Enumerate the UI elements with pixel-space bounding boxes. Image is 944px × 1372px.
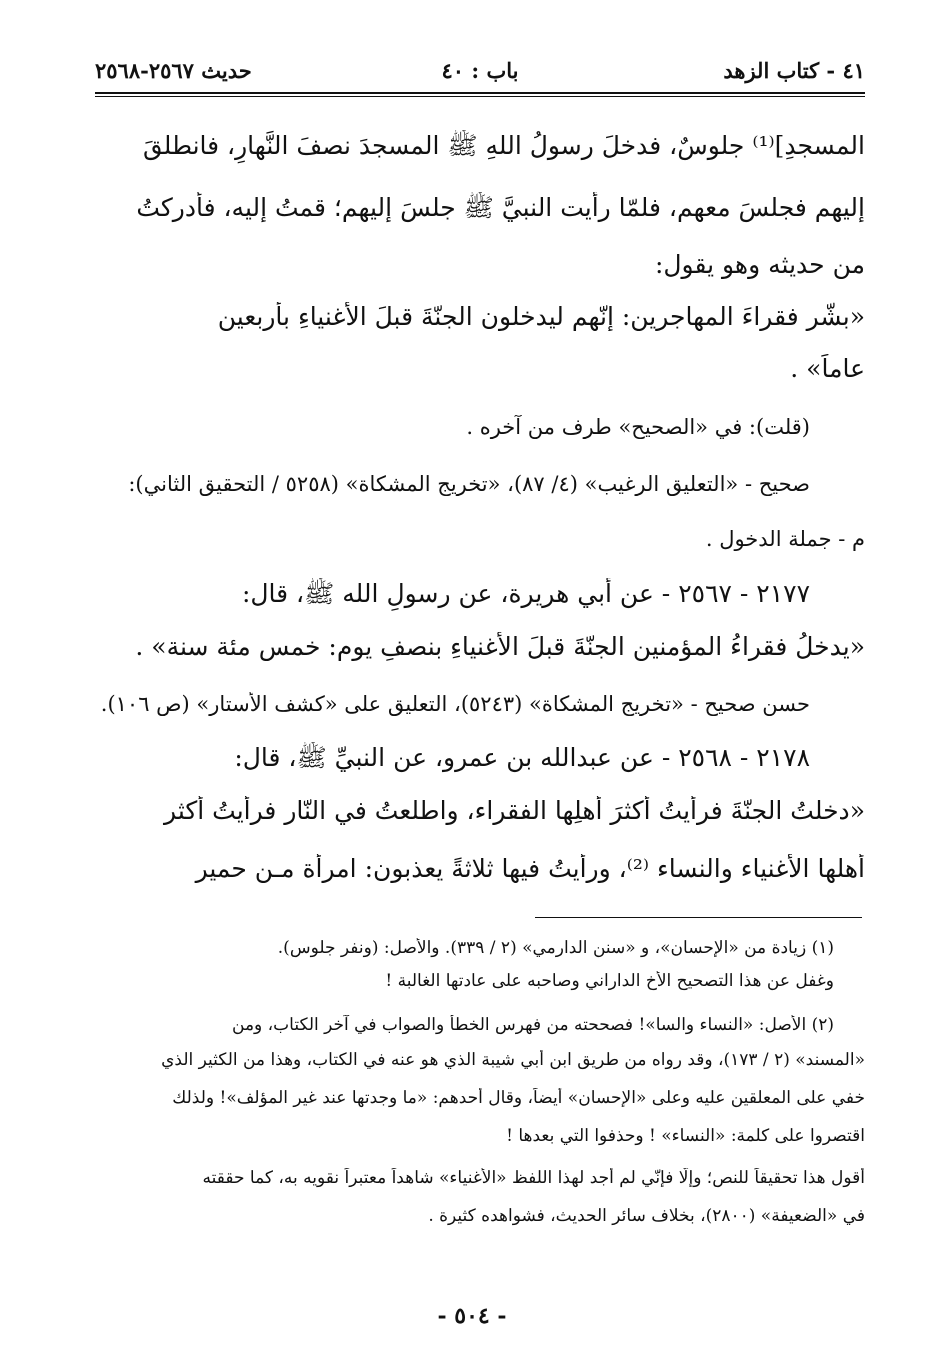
text-line: إليهم فجلسَ معهم، فلمّا رأيت النبيَّ ﷺ جلسَ إليهم؛ قمتُ إليه، فأدركتُ [136, 193, 865, 222]
text-line: من حديثه وهو يقول: [654, 250, 865, 279]
footnote-line: (١) زيادة من «الإحسان»، و «سنن الدارمي» (٢ / ٣٣٩). والأصل: (ونفر جلوس). [277, 938, 834, 958]
page-number: - ٥٠٤ - [437, 1303, 507, 1329]
text-line: عاماً» . [790, 354, 865, 383]
text-line: (قلت): في «الصحيح» طرف من آخره . [466, 415, 810, 439]
footnote-line: «المسند» (٢ / ١٧٣)، وقد رواه من طريق ابن أبي شيبة الذي هو عنه في الكتاب، وهذا من الكثير الذي [161, 1050, 865, 1070]
hadith-range: حديث ٢٥٦٧-٢٥٦٨ [95, 58, 252, 83]
text-line: ٢١٧٨ - ٢٥٦٨ - عن عبدالله بن عمرو، عن النبيِّ ﷺ، قال: [234, 743, 810, 772]
section-title: باب : ٤٠ [441, 58, 519, 83]
text-line: «يدخلُ فقراءُ المؤمنين الجنّةَ قبلَ الأغنياءِ بنصفِ يوم: خمس مئة سنة» . [135, 632, 865, 661]
running-header [95, 52, 865, 92]
text-line: صحيح - «التعليق الرغيب» (٤/ ٨٧)، «تخريج المشكاة» (٥٢٥٨ / التحقيق الثاني): [128, 472, 810, 496]
text-line: ٢١٧٧ - ٢٥٦٧ - عن أبي هريرة، عن رسولِ الله ﷺ، قال: [241, 579, 810, 608]
text-line: حسن صحيح - «تخريج المشكاة» (٥٢٤٣)، التعليق على «كشف الأستار» (ص ١٠٦). [100, 692, 810, 716]
text-line: المسجدِ]⁽¹⁾ جلوسٌ، فدخلَ رسولُ اللهِ ﷺ المسجدَ نصفَ النَّهارِ، فانطلقَ [142, 131, 865, 160]
header-rule-thin [95, 96, 865, 97]
text-line: «بشّر فقراءَ المهاجرين: إنّهم ليدخلون الجنّةَ قبلَ الأغنياءِ بأربعين [217, 302, 865, 331]
text-line: م - جملة الدخول . [705, 527, 865, 551]
footnote-line: خفي على المعلقين عليه وعلى «الإحسان» أيضاً، وقال أحدهم: «ما وجدتها عند غير المؤلف»! ولذلك [172, 1088, 865, 1108]
footnote-line: أقول هذا تحقيقاً للنص؛ وإلّا فإنّي لم أجد لهذا اللفظ «الأغنياء» شاهداً معتبراً نقويه به، كما حققته [202, 1168, 865, 1188]
text-line: «دخلتُ الجنّةَ فرأيتُ أكثرَ أهلِها الفقراء، واطلعتُ في النّارِ فرأيتُ أكثر [164, 796, 865, 825]
footnote-line: اقتصروا على كلمة: «النساء» ! وحذفوا التي بعدها ! [506, 1126, 865, 1146]
footnote-line: وغفل عن هذا التصحيح الأخ الداراني وصاحبه على عادتها الغالبة ! [385, 971, 834, 991]
chapter-title: ٤١ - كتاب الزهد [723, 58, 865, 83]
text-line: أهلها الأغنياء والنساء ⁽²⁾، ورأيتُ فيها ثلاثةً يعذبون: امرأة مـن حمير [195, 854, 865, 883]
footnote-line: في «الضعيفة» (٢٨٠٠)، بخلاف سائر الحديث، فشواهده كثيرة . [428, 1206, 865, 1226]
footnote-separator [535, 917, 862, 918]
header-rule-thick [95, 92, 865, 94]
footnote-line: (٢) الأصل: «النساء والسا»! فصححته من فهرس الخطأ والصواب في آخر الكتاب، ومن [232, 1015, 834, 1035]
